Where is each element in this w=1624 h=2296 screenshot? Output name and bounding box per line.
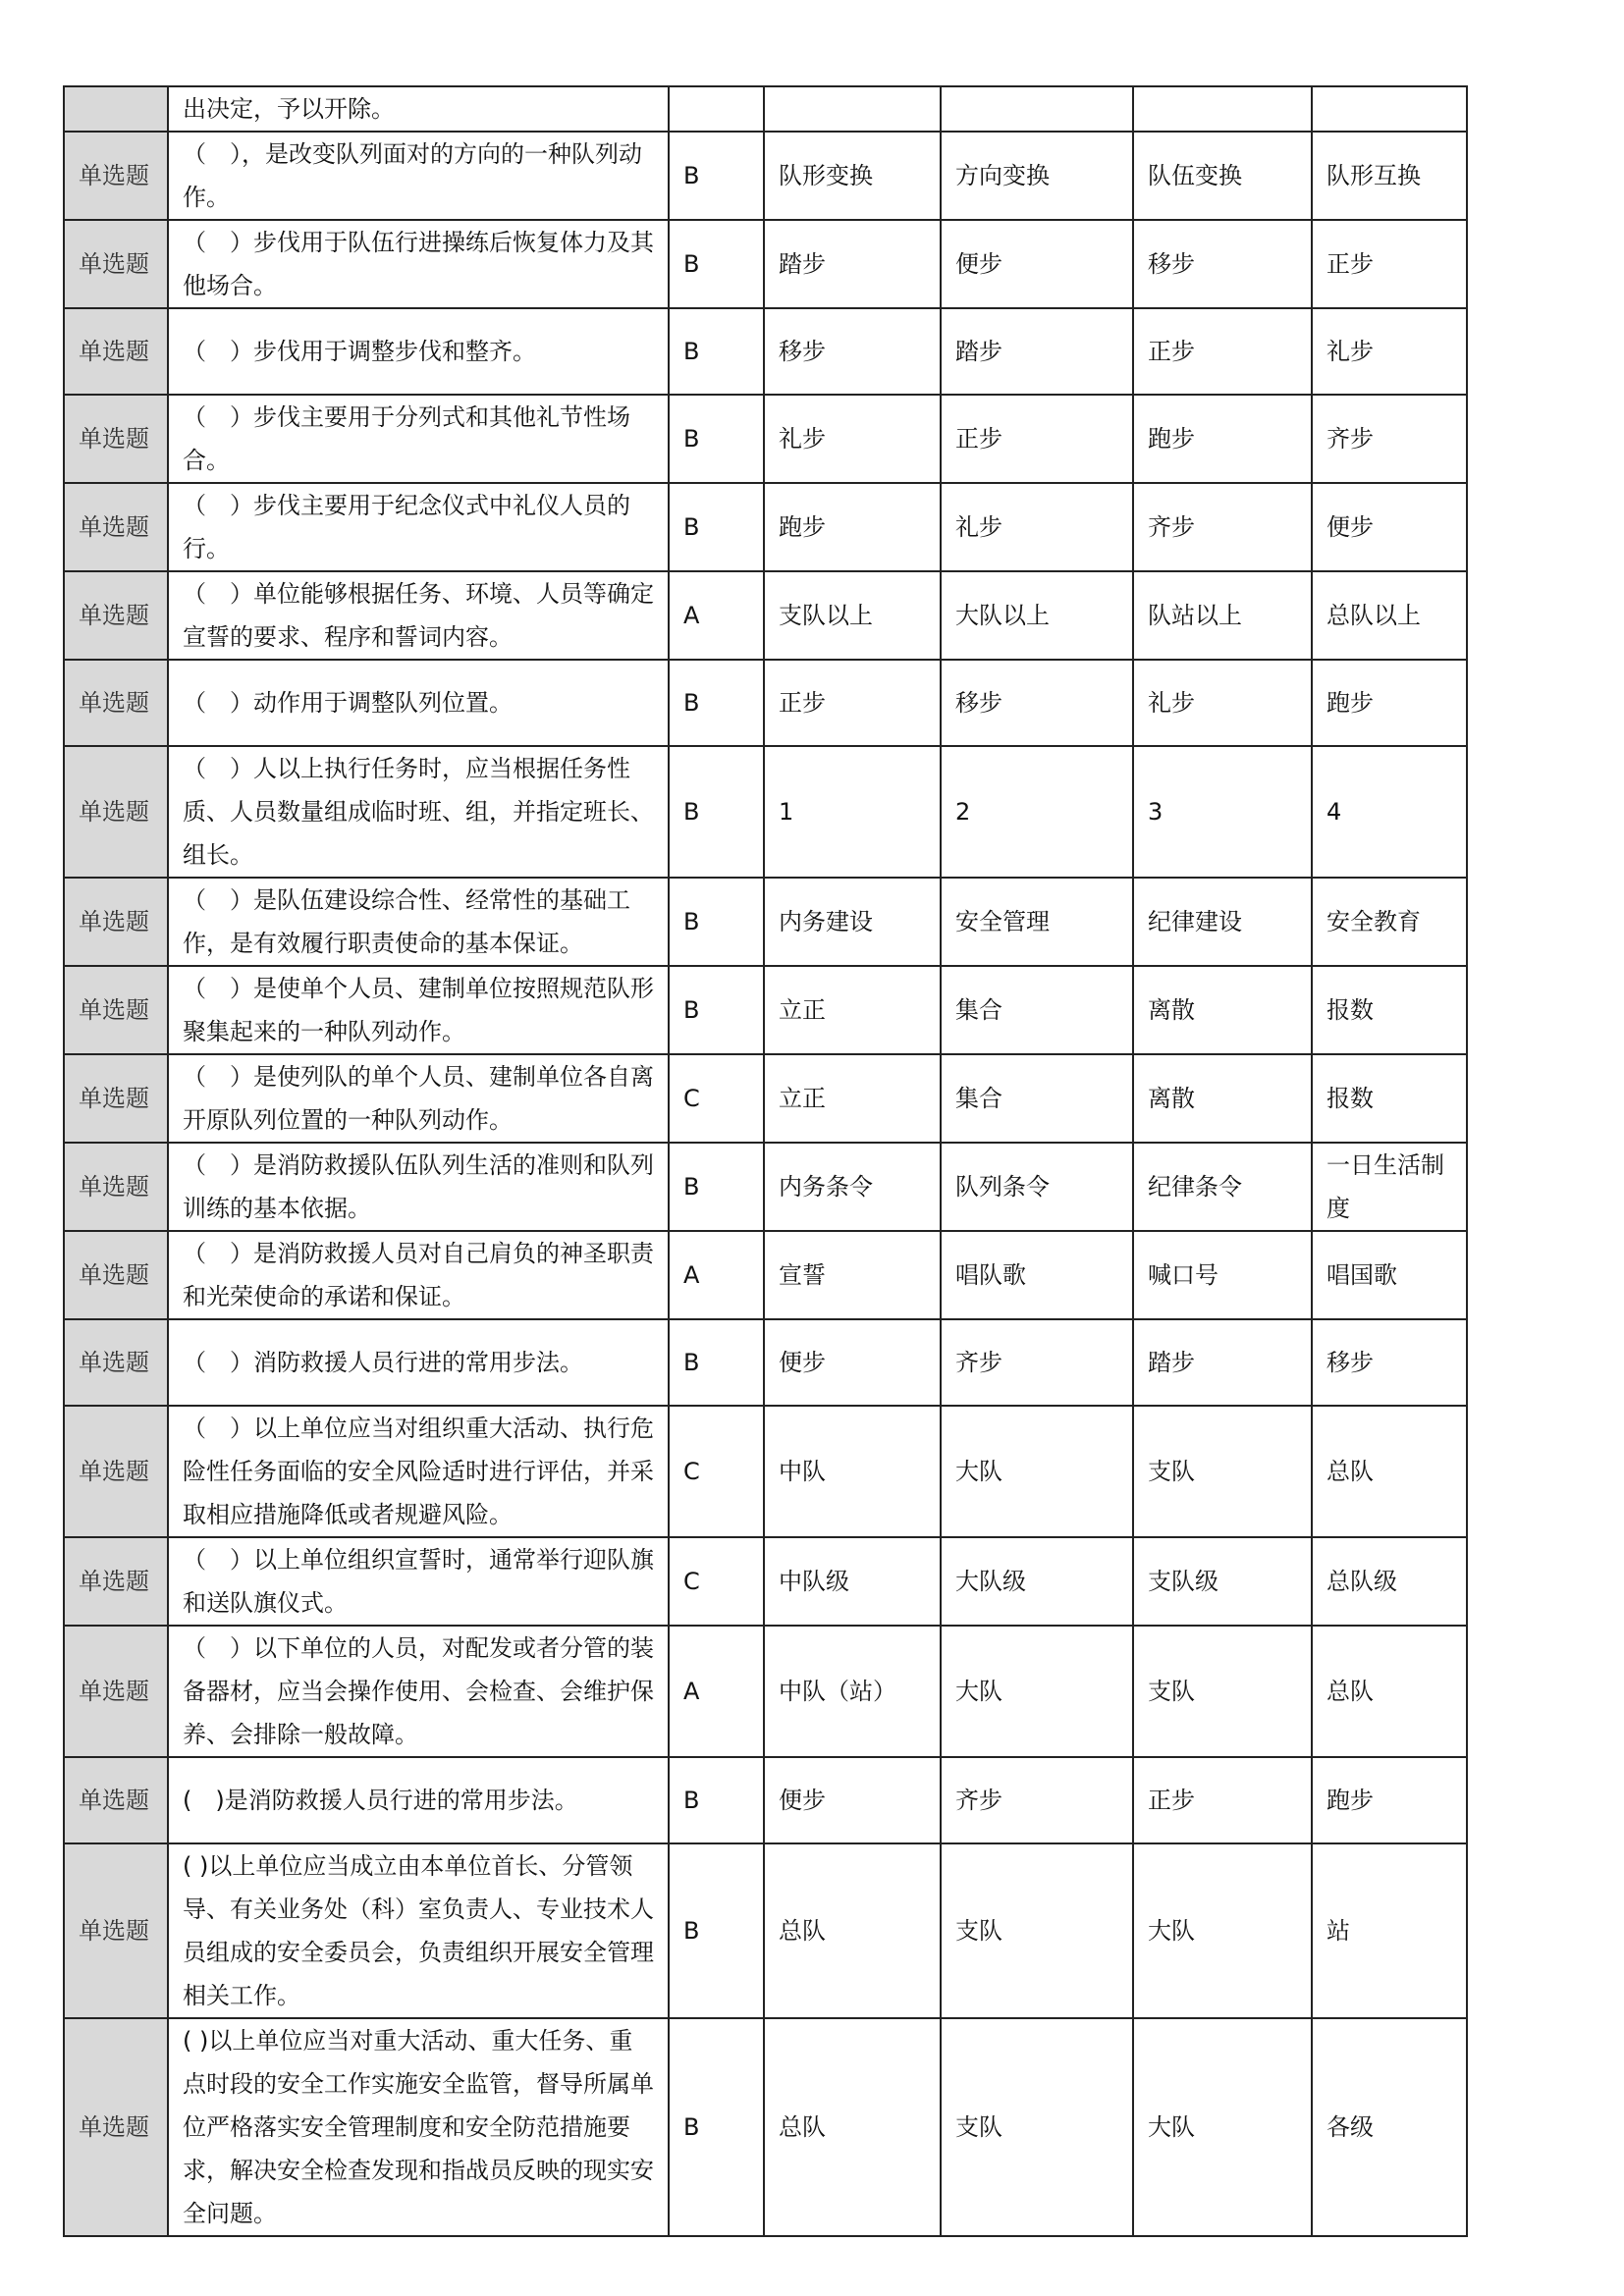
table-row (64, 1231, 1467, 1319)
option-d: 报数 (1312, 966, 1467, 1054)
option-a: 总队 (764, 1843, 941, 2018)
question-text: （ ）人以上执行任务时，应当根据任务性质、人员数量组成临时班、组，并指定班长、组长。 (168, 746, 669, 878)
option-a: 总队 (764, 2018, 941, 2236)
option-b: 大队级 (941, 1537, 1133, 1626)
answer: A (669, 1626, 764, 1757)
option-c: 礼步 (1133, 660, 1312, 746)
question-type: 单选题 (64, 878, 168, 966)
option-d: 跑步 (1312, 660, 1467, 746)
option-c: 正步 (1133, 1757, 1312, 1843)
table-row (64, 395, 1467, 483)
option-a: 队形变换 (764, 132, 941, 220)
answer (669, 86, 764, 132)
question-text: （ ）以下单位的人员，对配发或者分管的装备器材，应当会操作使用、会检查、会维护保养、会排除一般故障。 (168, 1626, 669, 1757)
option-d: 礼步 (1312, 308, 1467, 395)
option-c: 纪律条令 (1133, 1143, 1312, 1231)
option-b: 便步 (941, 220, 1133, 308)
question-text: ( )以上单位应当成立由本单位首长、分管领导、有关业务处（科）室负责人、专业技术人员组成的安全委员会，负责组织开展安全管理相关工作。 (168, 1843, 669, 2018)
question-text: （ ）步伐主要用于分列式和其他礼节性场合。 (168, 395, 669, 483)
option-a: 跑步 (764, 483, 941, 571)
question-type: 单选题 (64, 1843, 168, 2018)
option-b: 2 (941, 746, 1133, 878)
answer: B (669, 966, 764, 1054)
option-a: 支队以上 (764, 571, 941, 660)
table-row (64, 1843, 1467, 2018)
option-d: 总队 (1312, 1406, 1467, 1537)
option-b: 正步 (941, 395, 1133, 483)
option-b: 大队以上 (941, 571, 1133, 660)
option-b: 支队 (941, 2018, 1133, 2236)
question-type: 单选题 (64, 1406, 168, 1537)
answer: B (669, 308, 764, 395)
option-c: 3 (1133, 746, 1312, 878)
option-d: 各级 (1312, 2018, 1467, 2236)
answer: A (669, 571, 764, 660)
option-d: 一日生活制度 (1312, 1143, 1467, 1231)
question-text: （ ），是改变队列面对的方向的一种队列动作。 (168, 132, 669, 220)
option-d: 齐步 (1312, 395, 1467, 483)
option-b (941, 86, 1133, 132)
option-c: 移步 (1133, 220, 1312, 308)
option-b: 大队 (941, 1406, 1133, 1537)
option-b: 支队 (941, 1843, 1133, 2018)
answer: B (669, 878, 764, 966)
question-type: 单选题 (64, 660, 168, 746)
option-d: 正步 (1312, 220, 1467, 308)
option-d: 总队级 (1312, 1537, 1467, 1626)
table-row (64, 1626, 1467, 1757)
table-row (64, 660, 1467, 746)
answer: B (669, 1843, 764, 2018)
question-type: 单选题 (64, 1319, 168, 1406)
option-a: 移步 (764, 308, 941, 395)
question-type: 单选题 (64, 571, 168, 660)
question-type: 单选题 (64, 1054, 168, 1143)
option-a: 内务建设 (764, 878, 941, 966)
option-b: 集合 (941, 966, 1133, 1054)
option-c: 支队级 (1133, 1537, 1312, 1626)
option-c: 大队 (1133, 1843, 1312, 2018)
option-b: 踏步 (941, 308, 1133, 395)
question-text: （ ）步伐用于调整步伐和整齐。 (168, 308, 669, 395)
option-a: 中队（站） (764, 1626, 941, 1757)
option-c: 支队 (1133, 1626, 1312, 1757)
option-a: 内务条令 (764, 1143, 941, 1231)
question-text: （ ）步伐用于队伍行进操练后恢复体力及其他场合。 (168, 220, 669, 308)
question-type: 单选题 (64, 746, 168, 878)
option-a: 中队 (764, 1406, 941, 1537)
option-b: 移步 (941, 660, 1133, 746)
option-c: 队伍变换 (1133, 132, 1312, 220)
table-row (64, 308, 1467, 395)
option-c: 纪律建设 (1133, 878, 1312, 966)
option-b: 安全管理 (941, 878, 1133, 966)
question-text: 出决定，予以开除。 (168, 86, 669, 132)
question-type: 单选题 (64, 483, 168, 571)
table-row (64, 878, 1467, 966)
table-row (64, 483, 1467, 571)
option-c: 齐步 (1133, 483, 1312, 571)
option-c (1133, 86, 1312, 132)
answer: C (669, 1406, 764, 1537)
question-type: 单选题 (64, 1626, 168, 1757)
answer: B (669, 132, 764, 220)
table-row (64, 1143, 1467, 1231)
option-a: 宣誓 (764, 1231, 941, 1319)
question-text: （ ）以上单位应当对组织重大活动、执行危险性任务面临的安全风险适时进行评估，并采取相应措施降低或者规避风险。 (168, 1406, 669, 1537)
option-b: 齐步 (941, 1757, 1133, 1843)
question-text: ( )以上单位应当对重大活动、重大任务、重点时段的安全工作实施安全监管，督导所属单位严格落实安全管理制度和安全防范措施要求，解决安全检查发现和指战员反映的现实安全问题。 (168, 2018, 669, 2236)
question-type: 单选题 (64, 1757, 168, 1843)
option-c: 离散 (1133, 1054, 1312, 1143)
answer: C (669, 1054, 764, 1143)
option-a (764, 86, 941, 132)
option-d: 安全教育 (1312, 878, 1467, 966)
option-d: 移步 (1312, 1319, 1467, 1406)
answer: B (669, 1319, 764, 1406)
option-c: 支队 (1133, 1406, 1312, 1537)
option-d: 总队 (1312, 1626, 1467, 1757)
option-b: 方向变换 (941, 132, 1133, 220)
question-text: （ ）消防救援人员行进的常用步法。 (168, 1319, 669, 1406)
option-c: 离散 (1133, 966, 1312, 1054)
option-a: 踏步 (764, 220, 941, 308)
option-d: 便步 (1312, 483, 1467, 571)
question-text: （ ）是使列队的单个人员、建制单位各自离开原队列位置的一种队列动作。 (168, 1054, 669, 1143)
option-b: 礼步 (941, 483, 1133, 571)
question-text: ( )是消防救援人员行进的常用步法。 (168, 1757, 669, 1843)
answer: B (669, 483, 764, 571)
option-c: 正步 (1133, 308, 1312, 395)
option-a: 便步 (764, 1757, 941, 1843)
table-row (64, 1406, 1467, 1537)
option-d: 跑步 (1312, 1757, 1467, 1843)
option-a: 礼步 (764, 395, 941, 483)
table-row (64, 966, 1467, 1054)
answer: B (669, 660, 764, 746)
option-a: 便步 (764, 1319, 941, 1406)
answer: B (669, 395, 764, 483)
answer: B (669, 1757, 764, 1843)
answer: B (669, 746, 764, 878)
option-a: 中队级 (764, 1537, 941, 1626)
question-type: 单选题 (64, 220, 168, 308)
option-d (1312, 86, 1467, 132)
option-a: 立正 (764, 1054, 941, 1143)
answer: A (669, 1231, 764, 1319)
answer: B (669, 220, 764, 308)
table-row (64, 1054, 1467, 1143)
table-row (64, 132, 1467, 220)
option-b: 唱队歌 (941, 1231, 1133, 1319)
question-text: （ ）是使单个人员、建制单位按照规范队形聚集起来的一种队列动作。 (168, 966, 669, 1054)
option-d: 唱国歌 (1312, 1231, 1467, 1319)
question-text: （ ）是队伍建设综合性、经常性的基础工作，是有效履行职责使命的基本保证。 (168, 878, 669, 966)
table-row (64, 1757, 1467, 1843)
option-c: 喊口号 (1133, 1231, 1312, 1319)
answer: C (669, 1537, 764, 1626)
question-type: 单选题 (64, 395, 168, 483)
question-text: （ ）是消防救援队伍队列生活的准则和队列训练的基本依据。 (168, 1143, 669, 1231)
option-c: 跑步 (1133, 395, 1312, 483)
table-row (64, 1537, 1467, 1626)
question-type: 单选题 (64, 1537, 168, 1626)
option-b: 队列条令 (941, 1143, 1133, 1231)
question-type: 单选题 (64, 1143, 168, 1231)
answer: B (669, 2018, 764, 2236)
option-c: 踏步 (1133, 1319, 1312, 1406)
option-d: 报数 (1312, 1054, 1467, 1143)
option-d: 队形互换 (1312, 132, 1467, 220)
question-table (63, 85, 1468, 2237)
question-type: 单选题 (64, 2018, 168, 2236)
option-d: 4 (1312, 746, 1467, 878)
question-text: （ ）以上单位组织宣誓时，通常举行迎队旗和送队旗仪式。 (168, 1537, 669, 1626)
option-d: 站 (1312, 1843, 1467, 2018)
option-b: 大队 (941, 1626, 1133, 1757)
question-type (64, 86, 168, 132)
option-b: 集合 (941, 1054, 1133, 1143)
table-row (64, 746, 1467, 878)
option-a: 立正 (764, 966, 941, 1054)
question-type: 单选题 (64, 966, 168, 1054)
table-row (64, 571, 1467, 660)
option-c: 大队 (1133, 2018, 1312, 2236)
question-type: 单选题 (64, 308, 168, 395)
question-text: （ ）是消防救援人员对自己肩负的神圣职责和光荣使命的承诺和保证。 (168, 1231, 669, 1319)
option-a: 正步 (764, 660, 941, 746)
question-type: 单选题 (64, 132, 168, 220)
option-a: 1 (764, 746, 941, 878)
table-row (64, 86, 1467, 132)
question-text: （ ）单位能够根据任务、环境、人员等确定宣誓的要求、程序和誓词内容。 (168, 571, 669, 660)
table-row (64, 220, 1467, 308)
option-c: 队站以上 (1133, 571, 1312, 660)
question-text: （ ）动作用于调整队列位置。 (168, 660, 669, 746)
answer: B (669, 1143, 764, 1231)
table-row (64, 2018, 1467, 2236)
question-type: 单选题 (64, 1231, 168, 1319)
question-text: （ ）步伐主要用于纪念仪式中礼仪人员的行。 (168, 483, 669, 571)
option-d: 总队以上 (1312, 571, 1467, 660)
option-b: 齐步 (941, 1319, 1133, 1406)
table-row (64, 1319, 1467, 1406)
